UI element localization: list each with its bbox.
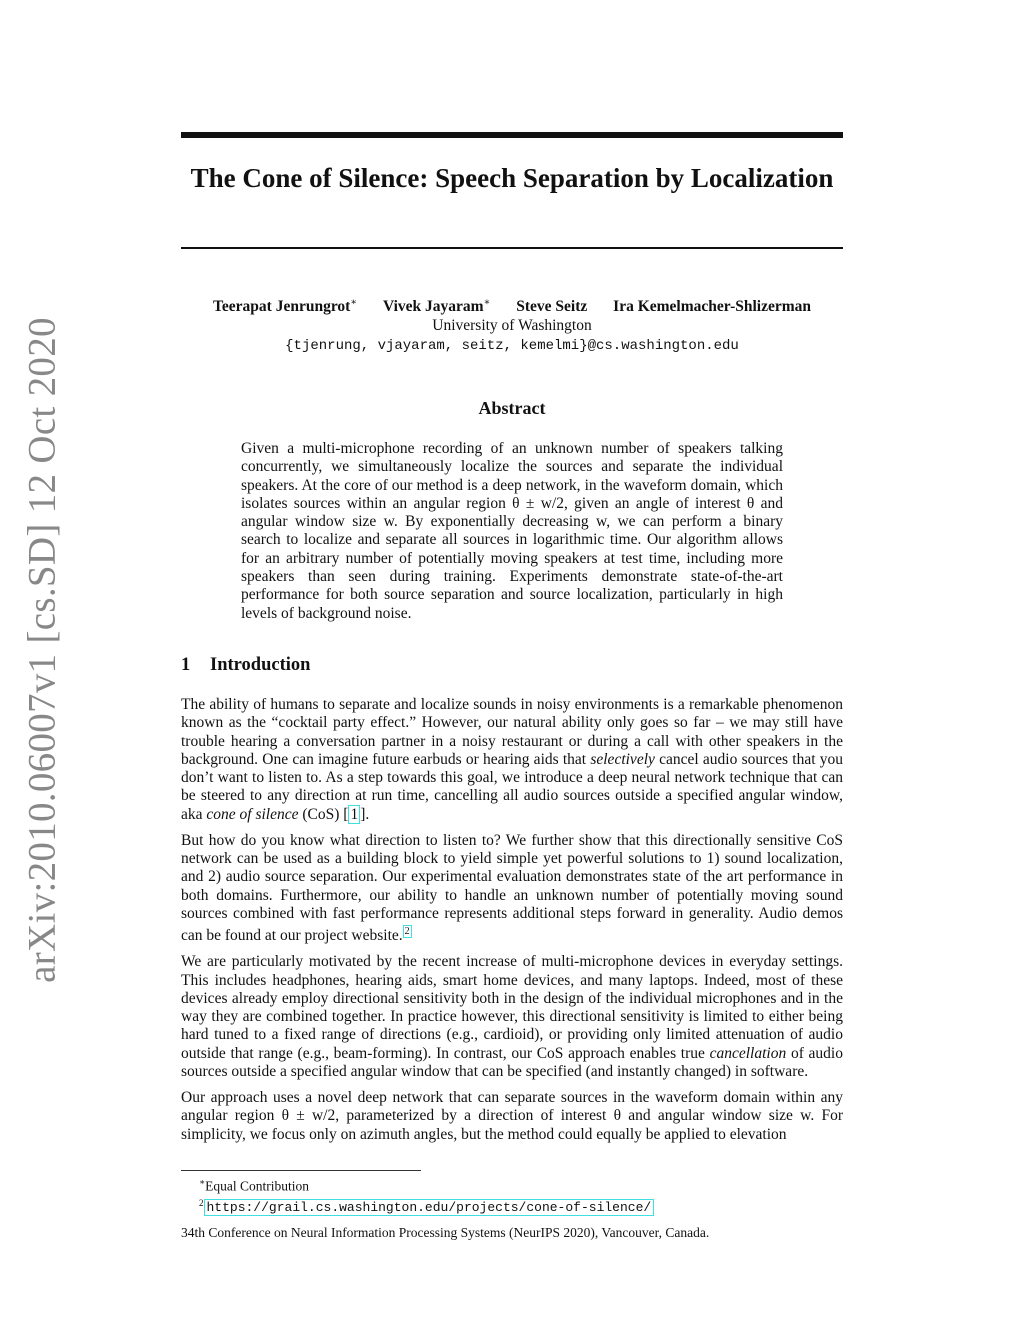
author: Vivek Jayaram∗ [383, 297, 491, 316]
title-rule-bottom [181, 247, 843, 249]
paper-title: The Cone of Silence: Speech Separation by Localization [190, 163, 834, 193]
section-heading [181, 655, 310, 676]
author: Steve Seitz [516, 298, 588, 316]
affiliation: University of Washington [432, 317, 592, 335]
project-url-link[interactable]: https://grail.cs.washington.edu/projects/cone-of-silence/ [204, 1199, 655, 1216]
venue-line: 34th Conference on Neural Information Processing Systems (NeurIPS 2020), Vancouver, Canada. [181, 1225, 710, 1240]
title-rule-top [181, 132, 843, 138]
citation-link[interactable]: 1 [350, 805, 359, 823]
paragraph: But how do you know what direction to listen to? We further show that this directionally sensitive CoS network can be used as a building block to yield simple yet powerful solutions to 1) sound localization, and 2) audio source separation. Our experimental evaluation demonstrates state of the art performance in both domains. Furthermore, our ability to handle an unknown number of potentially moving sound sources combined with fast performance represents additional steps forward in generality. Audio demos can be found at our project website. $^2$ [181, 831, 843, 945]
footnote: ∗Equal Contribution [199, 1177, 309, 1194]
abstract-text: Given a multi-microphone recording of an unknown number of speakers talking concurrently, we simultaneously localize the sources and separate the individual speakers. At the core of our method is a deep network, in the waveform domain, which isolates sources within an angular region θ ± w/2, given an angle of interest θ and angular window size w. By exponentially decreasing w, we can perform a binary search to localize and separate all sources in logarithmic time. Our algorithm allows for an arbitrary number of potentially moving speakers at test time, including more speakers than seen during training. Experiments demonstrate state-of-the-art performance for both source separation and source localization, particularly in high levels of background noise. [241, 440, 783, 622]
author: Teerapat Jenrungrot∗ [212, 297, 358, 316]
section-number: 1 [181, 655, 191, 675]
footnotes [199, 1174, 839, 1216]
footnote-rule [181, 1170, 421, 1171]
paragraph: We are particularly motivated by the recent increase of multi-microphone devices in everyday settings. This includes headphones, hearing aids, smart home devices, and many laptops. Indeed, most of these devices already employ directional sensitivity both in the design of the individual microphones and in the way they are combined together. In practice however, this directional sensitivity is limited to either being hard tuned to a fixed range of directions (e.g., cardioid), or providing only limited attenuation of audio outside that range (e.g., beam-forming). In contrast, our CoS approach enables true cancellation of audio sources outside a specified angular window that can be specified (and instantly changed) in software. [181, 953, 843, 1080]
footnote: $^2$ https://grail.cs.washington.edu/projects/cone-of-silence/ [199, 1195, 839, 1217]
author-list [181, 294, 843, 316]
paragraph: Our approach uses a novel deep network that can separate sources in the waveform domain within any angular region θ ± w/2, parameterized by a direction of interest θ and angular window size w. For simplicity, we focus only on azimuth angles, but the method could equally be applied to elevation [181, 1089, 843, 1143]
body-text [181, 696, 843, 1152]
arxiv-stamp-text: arXiv:2010.06007v1 [cs.SD] 12 Oct 2020 [20, 317, 64, 983]
abstract-heading: Abstract [478, 398, 546, 418]
section-title: Introduction [210, 655, 311, 675]
paragraph: The ability of humans to separate and localize sounds in noisy environments is a remarkable phenomenon known as the “cocktail party effect.” However, our natural ability only goes so far – we may still have trouble hearing a conversation partner in a noisy restaurant or during a call with other speakers in the background. One can imagine future earbuds or hearing aids that selectively cancel audio sources that you don’t want to listen to. As a step towards this goal, we introduce a deep neural network technique that can be steered to any direction at run time, cancelling all audio sources outside a specified angular window, aka cone of silence (CoS) [ 1 ]. [181, 696, 843, 823]
author-emails[interactable]: {tjenrung, vjayaram, seitz, kemelmi}@cs.washington.edu [285, 338, 739, 355]
author: Ira Kemelmacher-Shlizerman [613, 298, 812, 316]
footnote-link[interactable]: 2 [404, 926, 410, 937]
author-block [181, 294, 843, 355]
